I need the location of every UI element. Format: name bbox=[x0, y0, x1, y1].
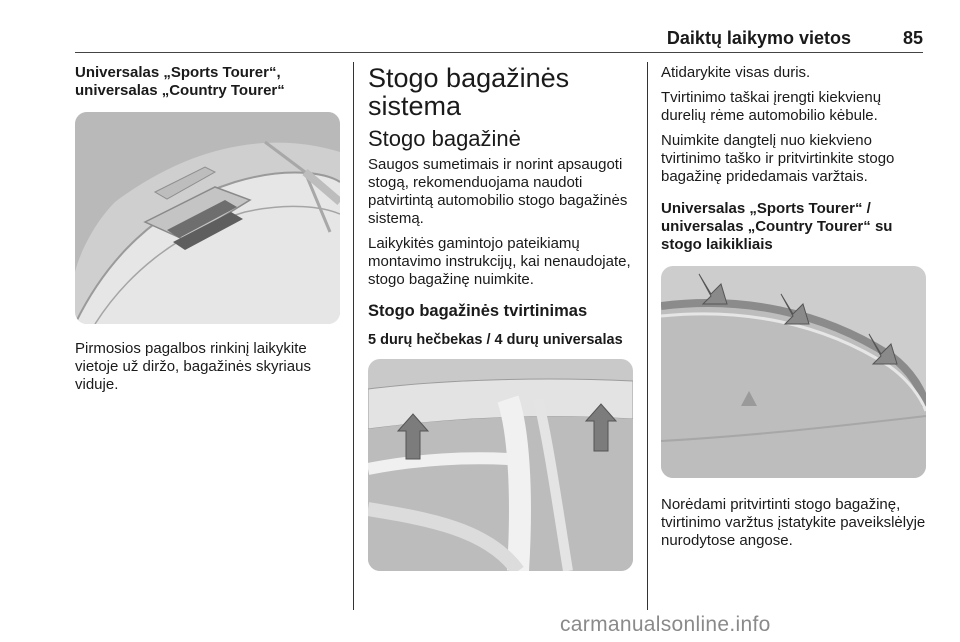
roof-mounting-illustration bbox=[368, 359, 633, 571]
mounting-heading: Stogo bagažinės tvirtinimas bbox=[368, 302, 588, 320]
column-left bbox=[75, 64, 340, 401]
page-number: 85 bbox=[902, 28, 923, 48]
roof-rails-illustration bbox=[661, 266, 926, 478]
section-title: Stogo bagažinės sistema bbox=[368, 63, 570, 121]
roof-rack-paragraph-2: Laikykitės gamintojo pateikiamų montavimo instrukcijų, kai nenaudojate, stogo bagažinę nuimkite. bbox=[368, 235, 631, 288]
column-divider bbox=[353, 62, 354, 610]
column-middle bbox=[368, 64, 633, 571]
header-section-title: Daiktų laikymo vietos bbox=[666, 28, 851, 48]
page-header bbox=[75, 26, 923, 53]
variant-heading: 5 durų hečbekas / 4 durų universalas bbox=[368, 332, 623, 348]
open-doors-paragraph: Atidarykite visas duris. bbox=[661, 64, 811, 81]
first-aid-paragraph: Pirmosios pagalbos rinkinį laikykite vietoje už diržo, bagažinės skyriaus viduje. bbox=[75, 340, 311, 393]
remove-covers-paragraph: Nuimkite dangtelį nuo kiekvieno tvirtinimo taško ir pritvirtinkite stogo bagažinę pridedamais varžtais. bbox=[661, 132, 895, 185]
mounting-points-paragraph: Tvirtinimo taškai įrengti kiekvienų durelių rėme automobilio kėbule. bbox=[661, 89, 882, 124]
subsection-title: Stogo bagažinė bbox=[368, 126, 521, 151]
roof-rack-paragraph-1: Saugos sumetimais ir norint apsaugoti stogą, rekomenduojama naudoti patvirtintą automobilio stogo bagažinės sistemą. bbox=[368, 156, 628, 227]
subheading-sports-tourer: Universalas „Sports Tourer“, universalas „Country Tourer“ bbox=[75, 64, 285, 99]
watermark: carmanualsonline.info bbox=[560, 613, 771, 636]
cargo-area-illustration bbox=[75, 112, 340, 324]
column-right bbox=[661, 64, 926, 557]
column-divider bbox=[647, 62, 648, 610]
roof-rails-subheading: Universalas „Sports Tourer“ / universalas „Country Tourer“ su stogo laikikliais bbox=[661, 200, 893, 253]
bolts-paragraph: Norėdami pritvirtinti stogo bagažinę, tvirtinimo varžtus įstatykite paveikslėlyje nurodytose angose. bbox=[661, 496, 926, 549]
